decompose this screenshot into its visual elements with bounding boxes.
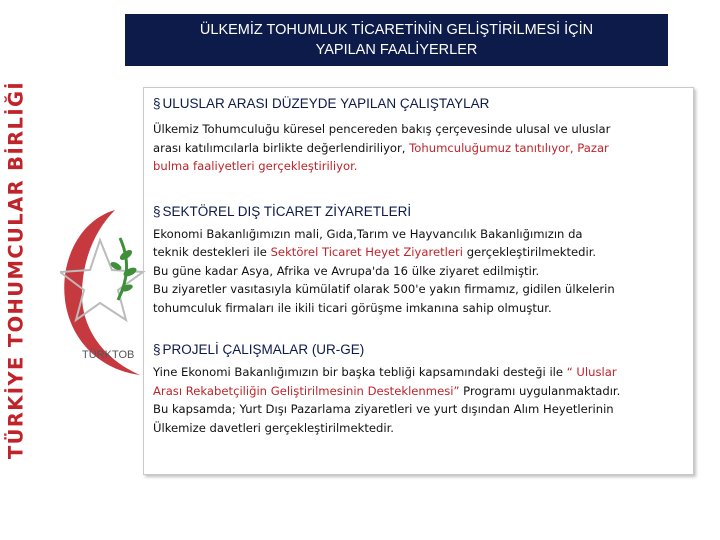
section-workshops [153,96,693,176]
bullet-icon: § [153,96,161,111]
section-projects [153,342,693,437]
section-title-projects: § PROJELİ ÇALIŞMALAR (UR-GE) [153,342,365,357]
side-title [0,0,32,540]
bullet-icon: § [153,203,161,219]
content-box [143,87,694,475]
paragraph-projects: Yine Ekonomi Bakanlığımızın bir başka tebliği kapsamındaki desteği ile “ Uluslar Arası Rekabetçiliğin Geliştirilmesinin Desteklenmesi” Programı uygulanmaktadır. Bu kapsamda; Yurt Dışı Pazarlama ziyaretleri ve yurt dışından Alım Heyetlerinin Ülkemize davetleri gerçekleştirilmektedir. [153,365,621,435]
paragraph-trade-visits: Ekonomi Bakanlığımızın mali, Gıda,Tarım ve Hayvancılık Bakanlığımızın da teknik destekleri ile Sektörel Ticaret Heyet Ziyaretleri gerçekleştirilmektedir. Bu güne kadar Asya, Afrika ve Avrupa'da 16 ülke ziyaret edilmiştir. Bu ziyaretler vasıtasıyla kümülatif olarak 500'e yakın firmamız, gidilen ülkelerin tohumculuk firmaları ile ikili ticari görüşme imkanına sahip olmuştur. [153,226,615,315]
page-header [125,14,668,66]
logo-text: TÜRKTOB [82,349,135,361]
bullet-icon: § [153,342,161,357]
turktob-logo [60,200,150,390]
header-line-2: YAPILAN FAALİYERLER [315,42,478,58]
section-title-trade-visits: § SEKTÖREL DIŞ TİCARET ZİYARETLERİ [153,203,412,219]
section-title-workshops: § ULUSLAR ARASI DÜZEYDE YAPILAN ÇALIŞTAYLAR [153,96,490,111]
paragraph-workshops: Ülkemiz Tohumculuğu küresel pencereden bakış çerçevesinde ulusal ve uluslar arası katılımcılarla birlikte değerlendiriliyor, Tohumculuğumuz tanıtılıyor, Pazar bulma faaliyetleri gerçekleştiriliyor. [153,122,611,173]
logo-graphic [60,200,150,390]
section-trade-visits [153,204,693,318]
header-line-1: ÜLKEMİZ TOHUMLUK TİCARETİNİN GELİŞTİRİLMESİ İÇİN [199,22,594,38]
side-title-text: TÜRKİYE TOHUMCULAR BİRLİĞİ [4,80,28,460]
